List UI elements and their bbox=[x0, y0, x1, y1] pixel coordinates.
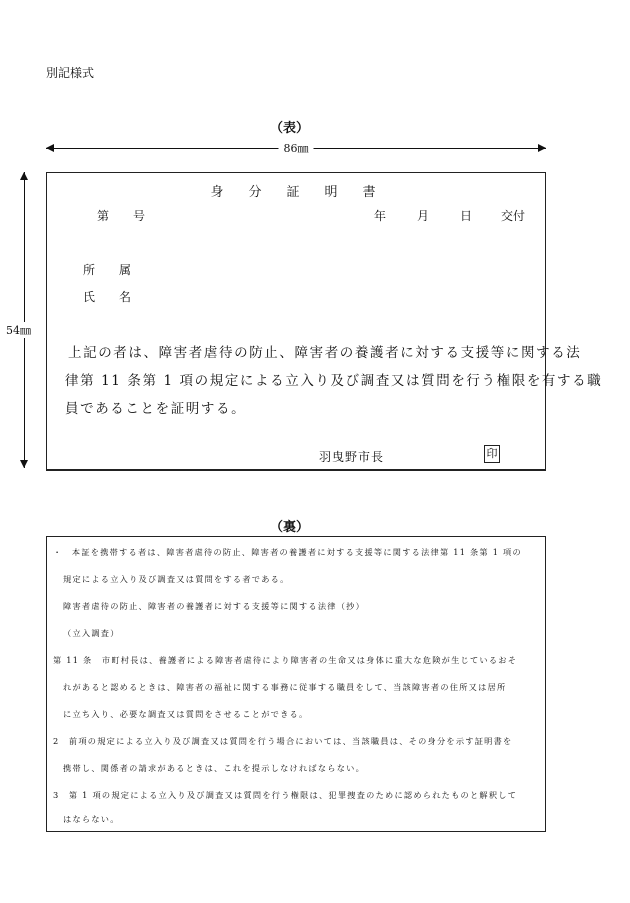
back-text-line: 3 第 1 項の規定による立入り及び調査又は質問を行う権限は、犯罪捜査のために認められたものと解釈して bbox=[53, 790, 518, 800]
front-side-label: （表） bbox=[270, 121, 310, 136]
back-text-line: 2 前項の規定による立入り及び調査又は質問を行う場合においては、当該職員は、その身分を示す証明書を bbox=[53, 736, 513, 746]
id-card-front bbox=[46, 172, 603, 470]
back-text-line: 携帯し、関係者の請求があるときは、これを提示しなければならない。 bbox=[63, 763, 366, 773]
back-side-label: （裏） bbox=[270, 520, 310, 535]
name-label: 氏 名 bbox=[83, 290, 132, 304]
height-dimension-label: 54㎜ bbox=[6, 324, 31, 337]
day-label: 日 bbox=[460, 209, 473, 223]
certification-line: 員であることを証明する。 bbox=[65, 401, 247, 417]
certification-line: 上記の者は、障害者虐待の防止、障害者の養護者に対する支援等に関する法 bbox=[68, 345, 582, 361]
width-dimension-arrow bbox=[46, 141, 546, 155]
issued-label: 交付 bbox=[501, 209, 526, 223]
back-text-line: 第 11 条 市町村長は、養護者による障害者虐待により障害者の生命又は身体に重大な危険が生じているおそ bbox=[53, 655, 518, 665]
seal-mark: 印 bbox=[484, 445, 500, 463]
back-text-line: ・ 本証を携帯する者は、障害者虐待の防止、障害者の養護者に対する支援等に関する法律第 11 条第 1 項の bbox=[53, 547, 522, 557]
month-label: 月 bbox=[417, 209, 430, 223]
arrow-left-icon bbox=[46, 144, 54, 152]
back-text-line: に立ち入り、必要な調査又は質問をさせることができる。 bbox=[63, 709, 309, 719]
certification-line: 律第 11 条第 1 項の規定による立入り及び調査又は質問を行う権限を有する職 bbox=[65, 373, 603, 389]
back-text-line: はならない。 bbox=[63, 814, 120, 824]
back-text-line: れがあると認めるときは、障害者の福祉に関する事務に従事する職員をして、当該障害者の住所又は居所 bbox=[63, 682, 507, 692]
arrow-right-icon bbox=[538, 144, 546, 152]
form-label: 別記様式 bbox=[46, 66, 95, 80]
back-text-line: 障害者虐待の防止、障害者の養護者に対する支援等に関する法律（抄） bbox=[63, 601, 366, 611]
width-dimension-label: 86㎜ bbox=[279, 140, 314, 156]
back-text-line: 規定による立入り及び調査又は質問をする者である。 bbox=[63, 574, 290, 584]
card-title: 身 分 証 明 書 bbox=[210, 185, 382, 200]
year-label: 年 bbox=[374, 209, 387, 223]
issuer-label: 羽曳野市長 bbox=[319, 450, 385, 464]
certification-text bbox=[65, 339, 603, 423]
height-dimension-arrow bbox=[17, 172, 31, 468]
arrow-up-icon bbox=[20, 172, 28, 180]
number-label: 第 号 bbox=[97, 209, 146, 223]
arrow-down-icon bbox=[20, 460, 28, 468]
id-card-back bbox=[46, 536, 546, 832]
affiliation-label: 所 属 bbox=[83, 263, 132, 277]
back-text-line: （立入調査） bbox=[63, 628, 120, 638]
